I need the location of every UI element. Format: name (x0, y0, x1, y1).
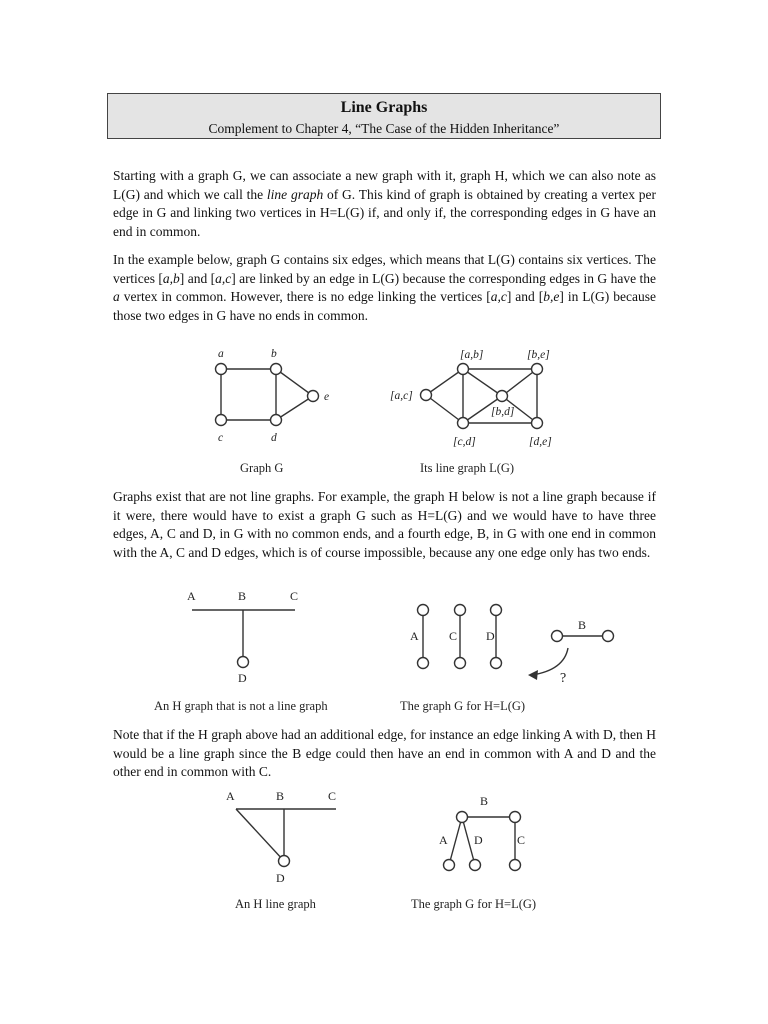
g-graph-possible (411, 794, 536, 911)
figure-graph-g-and-line-graph (195, 340, 575, 485)
vertex-D (238, 657, 249, 668)
caption-h-line-graph: An H line graph (235, 897, 316, 911)
label-B: B (238, 589, 247, 603)
vertex-de (532, 418, 543, 429)
vertex-ab (458, 364, 469, 375)
intro-paragraph (113, 167, 656, 241)
label-edge-C: C (517, 833, 526, 847)
intro-text-a: Starting with a graph G, we can associate a new graph with it, graph H, which we can also note as L(G) and which we call the (113, 168, 656, 202)
example-text-c: ] are linked by an edge in L(G) because the corresponding edges in G have the (231, 270, 656, 286)
edge-A-end (418, 658, 429, 669)
h-graph-not-line (154, 589, 328, 713)
edge-D-end (491, 605, 502, 616)
h-line-graph (226, 789, 336, 911)
label-C: C (328, 789, 337, 803)
label-a: a (218, 348, 224, 360)
label-ab: [a,b] (460, 349, 484, 361)
example-paragraph (113, 251, 656, 325)
vertex-bd (497, 391, 508, 402)
vertex-ref: a,c (490, 289, 507, 304)
edge-A-end (418, 605, 429, 616)
label-D: D (276, 871, 285, 885)
non-line-graph-paragraph: Graphs exist that are not line graphs. For example, the graph H below is not a line graph because if it were, there would have to exist a graph G such as H=L(G) and we would have to have three edges, A, C and D, in G with no common ends, and a fourth edge, B, in G with one end in common with the A, C and D edges, which is of course impossible, because any one edge only has two ends. (113, 489, 656, 560)
label-c: c (218, 432, 224, 444)
example-text-b: ] and [ (179, 270, 216, 286)
label-edge-C: C (449, 629, 458, 643)
label-edge-B: B (480, 794, 489, 808)
figure-h-not-line-graph (150, 585, 630, 720)
label-bd: [b,d] (491, 406, 515, 418)
vertex-a (216, 364, 227, 375)
example-text-a: In the example below, graph G contains six edges, which means that L(G) contains six vertices. The vertices [ (113, 252, 656, 286)
example-text-f: ] in L(G) because those two edges in G have no ends in common. (113, 289, 656, 323)
edge-D-end (491, 658, 502, 669)
question-mark: ? (560, 671, 567, 686)
caption-g-graph: The graph G for H=L(G) (400, 699, 526, 713)
page-title: Line Graphs (340, 99, 428, 116)
vertex-ref: b,e (543, 289, 560, 304)
label-b: b (271, 348, 277, 360)
vertex-ref: a,c (215, 270, 232, 286)
intro-text-b: of G. This kind of graph is obtained by creating a vertex per edge in G and linking two vertices in H=L(G) if, and only if, the corresponding edges in G have an end in common. (113, 186, 656, 239)
line-graph-term: line graph (266, 186, 324, 202)
caption-g-graph-possible: The graph G for H=L(G) (411, 897, 537, 911)
label-B: B (276, 789, 285, 803)
label-A: A (226, 789, 235, 803)
vertex-b (271, 364, 282, 375)
edge-A-end (444, 860, 455, 871)
caption-graph-g: Graph G (240, 461, 284, 475)
label-C: C (290, 589, 299, 603)
label-A: A (187, 589, 196, 603)
line-graph-lg (390, 349, 552, 475)
g-graph-impossible (400, 605, 614, 714)
vertex-c (216, 415, 227, 426)
caption-h-graph: An H graph that is not a line graph (154, 699, 328, 713)
graph-g (216, 348, 330, 475)
edge-C-end (455, 605, 466, 616)
vertex-d (271, 415, 282, 426)
vertex-cd (458, 418, 469, 429)
arrowhead-icon (528, 670, 538, 680)
example-text-e: ] and [ (506, 289, 544, 304)
label-edge-D: D (474, 833, 483, 847)
vertex-e (308, 391, 319, 402)
figure-h-line-graph (215, 785, 595, 915)
shared-vertex (457, 812, 468, 823)
label-ac: [a,c] (390, 390, 413, 402)
label-edge-A: A (439, 833, 448, 847)
label-de: [d,e] (529, 436, 552, 448)
label-D: D (238, 671, 247, 685)
edge-B-end (552, 631, 563, 642)
additional-edge-paragraph: Note that if the H graph above had an additional edge, for instance an edge linking A with D, then H would be a line graph since the B edge could then have an end in common with A and D and the other end in common with C. (113, 727, 656, 779)
vertex-ref: a (113, 289, 120, 304)
edge-B-end (603, 631, 614, 642)
label-e: e (324, 391, 330, 403)
example-text-d: vertex in common. However, there is no edge linking the vertices [ (119, 289, 491, 304)
label-cd: [c,d] (453, 436, 476, 448)
vertex-be (532, 364, 543, 375)
edge-B-end (510, 812, 521, 823)
edge-C-end (510, 860, 521, 871)
vertex-D (279, 856, 290, 867)
vertex-ref: a,b (162, 270, 180, 286)
label-be: [b,e] (527, 349, 550, 361)
page-subtitle: Complement to Chapter 4, “The Case of the Hidden Inheritance” (208, 121, 560, 136)
label-edge-D: D (486, 629, 495, 643)
caption-line-graph: Its line graph L(G) (420, 461, 515, 475)
label-edge-A: A (410, 629, 419, 643)
vertex-ac (421, 390, 432, 401)
edge-D-end (470, 860, 481, 871)
label-d: d (271, 432, 277, 444)
chapter-header (107, 93, 661, 139)
edge-C-end (455, 658, 466, 669)
label-edge-B: B (578, 618, 587, 632)
